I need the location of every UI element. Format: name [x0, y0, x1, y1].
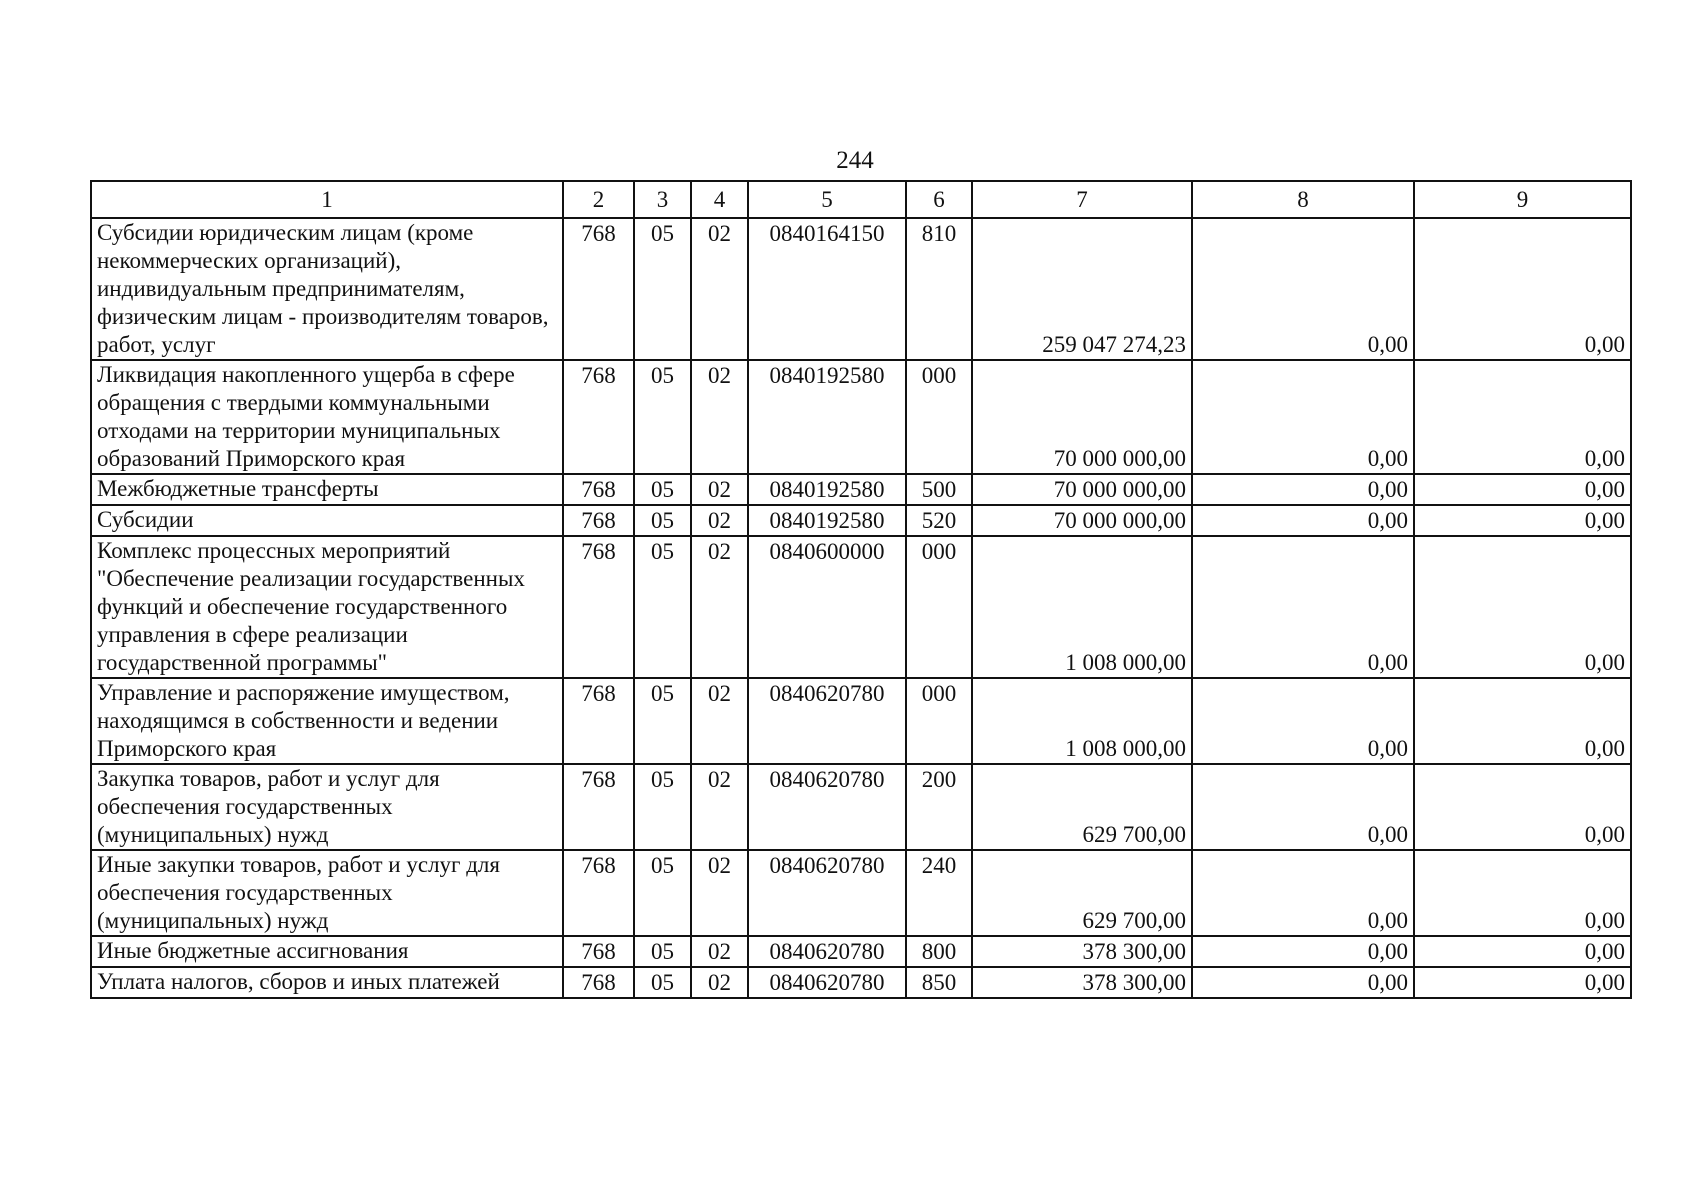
subsection-code: 02 [691, 474, 748, 505]
column-header-9: 9 [1414, 181, 1631, 218]
section-code: 05 [634, 474, 691, 505]
row-name: Комплекс процессных мероприятий "Обеспечение реализации государственных функций и обеспечение государственного управления в сфере реализации государственной программы" [91, 536, 563, 678]
row-name: Закупка товаров, работ и услуг для обеспечения государственных (муниципальных) нужд [91, 764, 563, 850]
table-row [91, 505, 1631, 536]
amount-col9: 0,00 [1414, 678, 1631, 764]
table-row [91, 536, 1631, 678]
section-code: 05 [634, 536, 691, 678]
expense-type-code: 500 [906, 474, 972, 505]
amount-col8: 0,00 [1192, 218, 1414, 360]
row-name: Ликвидация накопленного ущерба в сфере обращения с твердыми коммунальными отходами на территории муниципальных образований Приморского края [91, 360, 563, 474]
amount-col9: 0,00 [1414, 505, 1631, 536]
amount-col8: 0,00 [1192, 936, 1414, 967]
column-header-2: 2 [563, 181, 634, 218]
amount-col7: 70 000 000,00 [972, 474, 1192, 505]
expense-type-code: 520 [906, 505, 972, 536]
section-code: 05 [634, 678, 691, 764]
row-name: Управление и распоряжение имуществом, находящимся в собственности и ведении Приморского края [91, 678, 563, 764]
target-article-code: 0840620780 [748, 764, 906, 850]
amount-col8: 0,00 [1192, 536, 1414, 678]
ministry-code: 768 [563, 678, 634, 764]
amount-col8: 0,00 [1192, 474, 1414, 505]
section-code: 05 [634, 936, 691, 967]
ministry-code: 768 [563, 360, 634, 474]
expense-type-code: 810 [906, 218, 972, 360]
ministry-code: 768 [563, 218, 634, 360]
section-code: 05 [634, 505, 691, 536]
section-code: 05 [634, 764, 691, 850]
amount-col7: 629 700,00 [972, 764, 1192, 850]
amount-col8: 0,00 [1192, 678, 1414, 764]
column-header-6: 6 [906, 181, 972, 218]
expense-type-code: 240 [906, 850, 972, 936]
ministry-code: 768 [563, 850, 634, 936]
column-header-4: 4 [691, 181, 748, 218]
section-code: 05 [634, 218, 691, 360]
section-code: 05 [634, 360, 691, 474]
amount-col9: 0,00 [1414, 967, 1631, 998]
header-row [91, 181, 1631, 218]
amount-col7: 70 000 000,00 [972, 360, 1192, 474]
table-row [91, 764, 1631, 850]
amount-col7: 1 008 000,00 [972, 678, 1192, 764]
expense-type-code: 000 [906, 360, 972, 474]
subsection-code: 02 [691, 360, 748, 474]
amount-col9: 0,00 [1414, 360, 1631, 474]
amount-col8: 0,00 [1192, 360, 1414, 474]
table-row [91, 678, 1631, 764]
subsection-code: 02 [691, 505, 748, 536]
subsection-code: 02 [691, 678, 748, 764]
row-name: Уплата налогов, сборов и иных платежей [91, 967, 563, 998]
subsection-code: 02 [691, 936, 748, 967]
ministry-code: 768 [563, 764, 634, 850]
target-article-code: 0840192580 [748, 505, 906, 536]
column-header-1: 1 [91, 181, 563, 218]
expense-type-code: 000 [906, 536, 972, 678]
amount-col9: 0,00 [1414, 218, 1631, 360]
subsection-code: 02 [691, 764, 748, 850]
target-article-code: 0840164150 [748, 218, 906, 360]
target-article-code: 0840620780 [748, 967, 906, 998]
amount-col7: 378 300,00 [972, 936, 1192, 967]
amount-col9: 0,00 [1414, 850, 1631, 936]
row-name: Межбюджетные трансферты [91, 474, 563, 505]
expense-type-code: 850 [906, 967, 972, 998]
row-name: Субсидии юридическим лицам (кроме некоммерческих организаций), индивидуальным предпринимателям, физическим лицам - производителям товаров, работ, услуг [91, 218, 563, 360]
amount-col7: 378 300,00 [972, 967, 1192, 998]
page-number: 244 [836, 147, 874, 174]
amount-col7: 1 008 000,00 [972, 536, 1192, 678]
row-name: Субсидии [91, 505, 563, 536]
subsection-code: 02 [691, 536, 748, 678]
target-article-code: 0840192580 [748, 360, 906, 474]
amount-col8: 0,00 [1192, 967, 1414, 998]
row-name: Иные бюджетные ассигнования [91, 936, 563, 967]
amount-col7: 259 047 274,23 [972, 218, 1192, 360]
expense-type-code: 200 [906, 764, 972, 850]
subsection-code: 02 [691, 850, 748, 936]
expense-type-code: 000 [906, 678, 972, 764]
column-header-5: 5 [748, 181, 906, 218]
amount-col8: 0,00 [1192, 505, 1414, 536]
ministry-code: 768 [563, 505, 634, 536]
target-article-code: 0840620780 [748, 850, 906, 936]
amount-col7: 70 000 000,00 [972, 505, 1192, 536]
target-article-code: 0840600000 [748, 536, 906, 678]
ministry-code: 768 [563, 474, 634, 505]
row-name: Иные закупки товаров, работ и услуг для обеспечения государственных (муниципальных) нужд [91, 850, 563, 936]
table-row [91, 850, 1631, 936]
table-row [91, 218, 1631, 360]
section-code: 05 [634, 850, 691, 936]
amount-col9: 0,00 [1414, 474, 1631, 505]
column-header-8: 8 [1192, 181, 1414, 218]
amount-col9: 0,00 [1414, 536, 1631, 678]
table-row [91, 474, 1631, 505]
expense-type-code: 800 [906, 936, 972, 967]
table-row [91, 967, 1631, 998]
ministry-code: 768 [563, 536, 634, 678]
column-header-7: 7 [972, 181, 1192, 218]
target-article-code: 0840192580 [748, 474, 906, 505]
subsection-code: 02 [691, 967, 748, 998]
budget-table [90, 180, 1632, 999]
ministry-code: 768 [563, 967, 634, 998]
table-row [91, 936, 1631, 967]
amount-col8: 0,00 [1192, 850, 1414, 936]
column-header-3: 3 [634, 181, 691, 218]
amount-col9: 0,00 [1414, 764, 1631, 850]
target-article-code: 0840620780 [748, 936, 906, 967]
table-row [91, 360, 1631, 474]
amount-col7: 629 700,00 [972, 850, 1192, 936]
amount-col8: 0,00 [1192, 764, 1414, 850]
subsection-code: 02 [691, 218, 748, 360]
amount-col9: 0,00 [1414, 936, 1631, 967]
target-article-code: 0840620780 [748, 678, 906, 764]
section-code: 05 [634, 967, 691, 998]
ministry-code: 768 [563, 936, 634, 967]
